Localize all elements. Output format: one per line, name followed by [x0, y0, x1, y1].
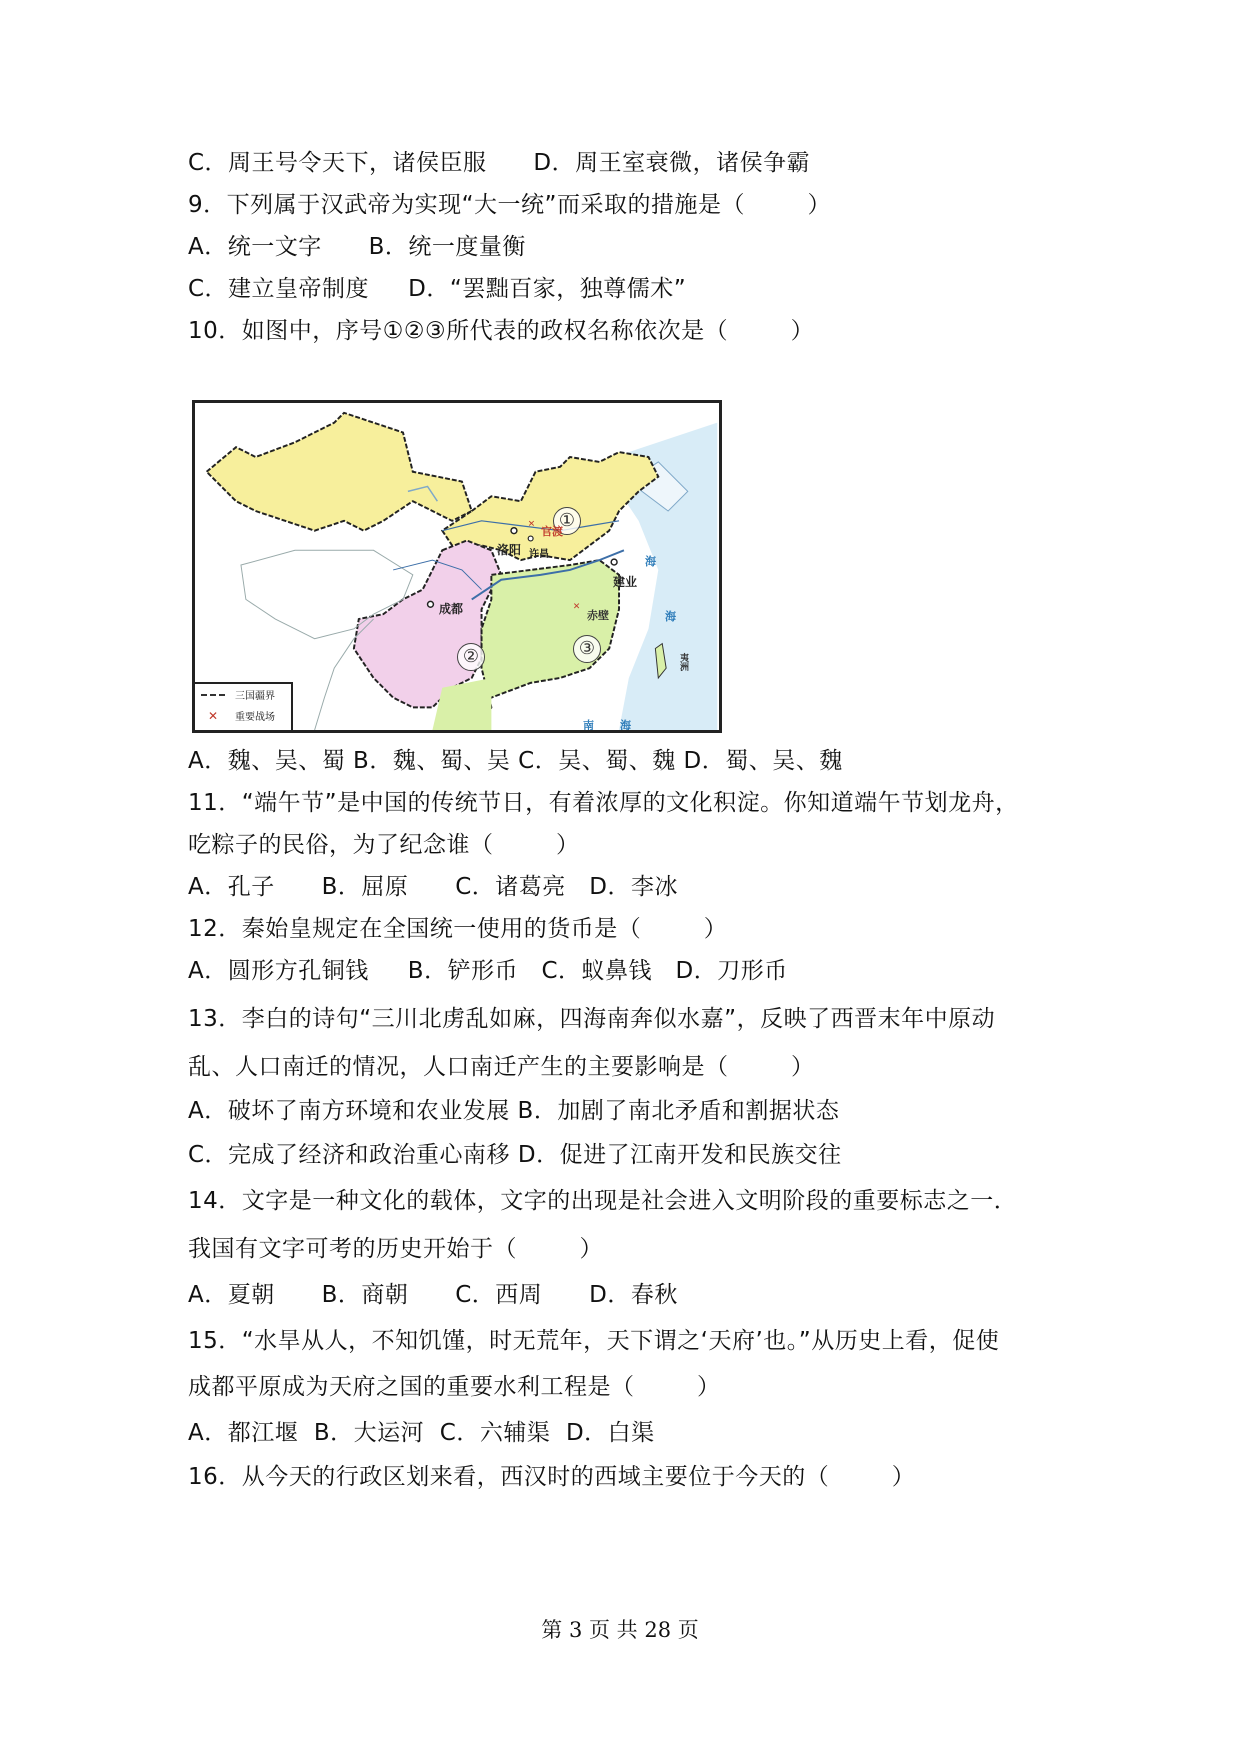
sea-label: 海 — [665, 610, 676, 623]
region-3-label: ③ — [573, 635, 601, 663]
question-14-options: A．夏朝 B．商朝 C．西周 D．春秋 — [188, 1282, 678, 1308]
south-sea-label: 海 — [620, 719, 631, 732]
svg-text:✕: ✕ — [527, 519, 536, 530]
question-11-options: A．孔子 B．屈原 C．诸葛亮 D．李冰 — [188, 874, 678, 900]
question-13-options-ab: A．破坏了南方环境和农业发展 B．加剧了南北矛盾和割据状态 — [188, 1098, 840, 1124]
question-14-cont: 我国有文字可考的历史开始于（ ） — [188, 1236, 603, 1262]
city-luoyang: 洛阳 — [497, 543, 522, 557]
city-jianye: 建业 — [613, 575, 638, 589]
question-15-options: A．都江堰 B．大运河 C．六辅渠 D．白渠 — [188, 1420, 655, 1446]
question-13-cont: 乱、人口南迁的情况，人口南迁产生的主要影响是（ ） — [188, 1054, 815, 1080]
question-9-options-ab: A．统一文字 B．统一度量衡 — [188, 234, 526, 260]
question-10: 10．如图中，序号①②③所代表的政权名称依次是（ ） — [188, 318, 815, 344]
question-9: 9．下列属于汉武帝为实现“大一统”而采取的措施是（ ） — [188, 192, 831, 218]
legend-border-row — [195, 684, 291, 705]
city-xuchang: 许昌 — [529, 549, 549, 560]
question-10-options: A．魏、吴、蜀 B．魏、蜀、吴 C．吴、蜀、魏 D．蜀、吴、魏 — [188, 748, 843, 774]
question-13: 13．李白的诗句“三川北虏乱如麻，四海南奔似水嘉”，反映了西晋末年中原动 — [188, 1006, 996, 1032]
legend-border-label: 三国疆界 — [235, 691, 275, 702]
city-guandu: 官渡 — [541, 525, 563, 538]
battle-cross-icon: ✕ — [207, 708, 219, 723]
question-9-options-cd: C．建立皇帝制度 D．“罢黜百家，独尊儒术” — [188, 276, 687, 302]
island-label: 夷洲 — [678, 653, 688, 671]
legend-battle-row — [195, 705, 291, 726]
question-14: 14．文字是一种文化的载体，文字的出现是社会进入文明阶段的重要标志之一． — [188, 1188, 1018, 1214]
three-kingdoms-map — [192, 400, 722, 733]
legend-battle-label: 重要战场 — [235, 712, 275, 723]
map-graphic — [195, 403, 719, 730]
question-13-options-cd: C．完成了经济和政治重心南移 D．促进了江南开发和民族交往 — [188, 1142, 842, 1168]
region-2-label: ② — [457, 643, 485, 671]
svg-text:✕: ✕ — [572, 602, 581, 613]
question-15-cont: 成都平原成为天府之国的重要水利工程是（ ） — [188, 1374, 721, 1400]
city-chengdu: 成都 — [439, 602, 464, 616]
south-sea-label: 南 — [583, 719, 594, 732]
city-chibi: 赤壁 — [587, 609, 609, 622]
question-11-cont: 吃粽子的民俗，为了纪念谁（ ） — [188, 832, 580, 858]
question-11: 11．“端午节”是中国的传统节日，有着浓厚的文化积淀。你知道端午节划龙舟， — [188, 790, 1019, 816]
question-12-options: A．圆形方孔铜钱 B．铲形币 C．蚁鼻钱 D．刀形币 — [188, 958, 788, 984]
question-12: 12．秦始皇规定在全国统一使用的货币是（ ） — [188, 916, 728, 942]
question-16: 16．从今天的行政区划来看，西汉时的西域主要位于今天的（ ） — [188, 1464, 916, 1490]
question-15: 15．“水旱从人，不知饥馑，时无荒年，天下谓之‘天府’也。”从历史上看，促使 — [188, 1328, 1000, 1354]
sea-label: 海 — [645, 555, 656, 568]
map-legend — [195, 682, 293, 730]
dashed-line-icon — [201, 694, 225, 696]
region-1-label: ① — [553, 507, 581, 535]
page-footer: 第 3 页 共 28 页 — [541, 1618, 699, 1642]
text-line: C．周王号令天下，诸侯臣服 D．周王室衰微，诸侯争霸 — [188, 150, 811, 176]
